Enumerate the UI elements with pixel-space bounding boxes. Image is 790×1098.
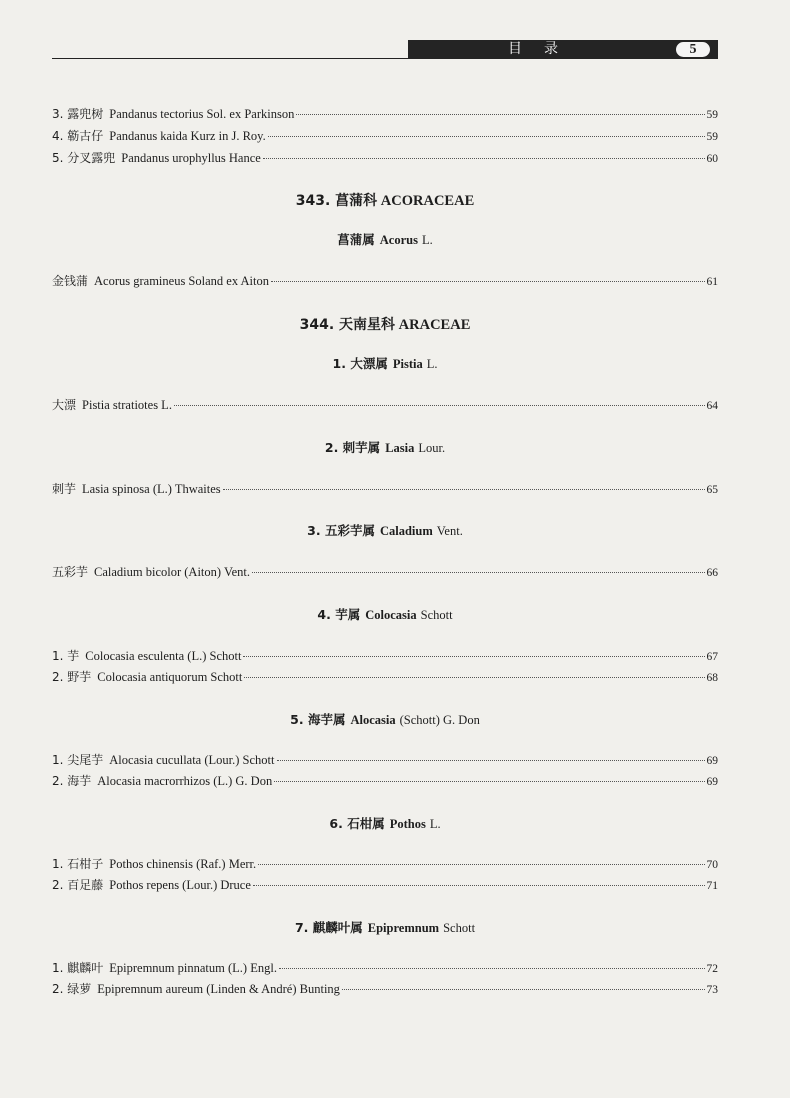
genus-chinese-name: 7. 麒麟叶属 <box>294 920 363 935</box>
entry-page-number: 73 <box>706 984 718 996</box>
genus-latin-name: Alocasia <box>350 713 396 727</box>
toc-entry <box>52 959 718 977</box>
genus-chinese-name: 5. 海芋属 <box>290 712 346 727</box>
dot-leader <box>277 760 705 761</box>
genus-chinese-name: 1. 大漂属 <box>332 356 388 371</box>
family-latin-name: ARACEAE <box>398 317 471 333</box>
entry-scientific-name: Colocasia antiquorum Schott <box>97 670 243 684</box>
toc-entry <box>52 668 718 686</box>
entry-chinese-name: 刺芋 <box>52 482 77 496</box>
entry-chinese-name: 2. 百足藤 <box>52 878 104 892</box>
entry-scientific-name: Alocasia cucullata (Lour.) Schott <box>109 753 275 767</box>
entry-page-number: 60 <box>706 153 718 165</box>
genus-chinese-name: 3. 五彩芋属 <box>307 523 375 538</box>
genus-chinese-name: 2. 刺芋属 <box>324 440 381 455</box>
entry-chinese-name: 4. 簕古仔 <box>52 129 104 143</box>
entry-page-number: 59 <box>706 109 718 121</box>
toc-entry <box>52 563 718 581</box>
genus-author: L. <box>421 233 433 247</box>
entry-page-number: 59 <box>706 131 718 143</box>
entry-chinese-name: 2. 绿萝 <box>52 982 92 996</box>
toc-entry <box>52 751 718 769</box>
family-chinese-name: 343. 菖蒲科 <box>295 193 378 209</box>
family-heading <box>52 314 718 334</box>
family-latin-name: ACORACEAE <box>380 193 475 209</box>
entry-scientific-name: Pothos repens (Lour.) Druce <box>109 878 251 892</box>
entry-page-number: 68 <box>706 672 718 684</box>
toc-entry <box>52 980 718 998</box>
genus-latin-name: Colocasia <box>365 608 417 622</box>
genus-latin-name: Epipremnum <box>367 921 440 935</box>
genus-author: Schott <box>443 921 476 935</box>
entry-scientific-name: Caladium bicolor (Aiton) Vent. <box>94 565 251 579</box>
genus-heading <box>52 521 718 539</box>
dot-leader <box>279 968 705 969</box>
family-chinese-name: 344. 天南星科 <box>299 317 396 333</box>
genus-heading <box>52 814 718 832</box>
family-heading <box>52 190 718 210</box>
genus-latin-name: Pothos <box>389 817 426 831</box>
dot-leader <box>271 281 705 282</box>
entry-page-number: 65 <box>706 484 718 496</box>
entry-scientific-name: Pistia stratiotes L. <box>82 398 172 412</box>
entry-chinese-name: 2. 海芋 <box>52 774 92 788</box>
dot-leader <box>252 572 704 573</box>
genus-chinese-name: 6. 石柑属 <box>329 816 385 831</box>
genus-heading <box>52 354 718 372</box>
genus-author: Schott <box>420 608 453 622</box>
genus-heading <box>52 230 718 248</box>
genus-latin-name: Caladium <box>379 524 433 538</box>
dot-leader <box>296 114 704 115</box>
toc-entry <box>52 480 718 498</box>
entry-page-number: 69 <box>706 776 718 788</box>
header-title: 目录 <box>508 41 580 57</box>
genus-latin-name: Lasia <box>385 441 415 455</box>
entry-chinese-name: 1. 石柑子 <box>52 857 104 871</box>
genus-chinese-name: 菖蒲属 <box>337 232 375 247</box>
genus-author: Lour. <box>418 441 446 455</box>
entry-scientific-name: Pandanus urophyllus Hance <box>121 151 261 165</box>
entry-scientific-name: Pothos chinensis (Raf.) Merr. <box>109 857 257 871</box>
entry-page-number: 72 <box>706 963 718 975</box>
entry-page-number: 67 <box>706 651 718 663</box>
dot-leader <box>243 656 704 657</box>
entry-scientific-name: Epipremnum pinnatum (L.) Engl. <box>109 961 277 975</box>
entry-scientific-name: Alocasia macrorrhizos (L.) G. Don <box>97 774 273 788</box>
dot-leader <box>253 885 705 886</box>
entry-chinese-name: 大漂 <box>52 398 77 412</box>
genus-heading <box>52 918 718 936</box>
dot-leader <box>263 158 705 159</box>
toc-entry <box>52 855 718 873</box>
entry-chinese-name: 金钱蒲 <box>52 274 89 288</box>
genus-author: L. <box>426 357 438 371</box>
genus-author: L. <box>429 817 441 831</box>
genus-heading <box>52 605 718 623</box>
genus-author: Vent. <box>436 524 463 538</box>
entry-scientific-name: Acorus gramineus Soland ex Aiton <box>94 274 269 288</box>
entry-page-number: 61 <box>706 276 718 288</box>
entry-chinese-name: 1. 麒麟叶 <box>52 961 104 975</box>
entry-chinese-name: 五彩芋 <box>52 565 89 579</box>
entry-chinese-name: 5. 分叉露兜 <box>52 151 116 165</box>
entry-scientific-name: Colocasia esculenta (L.) Schott <box>85 649 242 663</box>
toc-entry <box>52 772 718 790</box>
entry-page-number: 71 <box>706 880 718 892</box>
dot-leader <box>258 864 704 865</box>
dot-leader <box>174 405 705 406</box>
entry-scientific-name: Epipremnum aureum (Linden & André) Bunting <box>97 982 340 996</box>
toc-entry <box>52 149 718 167</box>
page-number: 5 <box>676 42 710 57</box>
entry-chinese-name: 1. 芋 <box>52 649 80 663</box>
toc-entry <box>52 876 718 894</box>
entry-page-number: 64 <box>706 400 718 412</box>
entry-scientific-name: Lasia spinosa (L.) Thwaites <box>82 482 221 496</box>
header-bar <box>408 40 718 59</box>
dot-leader <box>244 677 704 678</box>
genus-latin-name: Pistia <box>392 357 423 371</box>
entry-page-number: 70 <box>706 859 718 871</box>
entry-page-number: 69 <box>706 755 718 767</box>
toc-entry <box>52 272 718 290</box>
entry-chinese-name: 1. 尖尾芋 <box>52 753 104 767</box>
toc-entry <box>52 647 718 665</box>
genus-author: (Schott) G. Don <box>399 713 480 727</box>
toc-entry <box>52 105 718 123</box>
genus-heading <box>52 438 718 456</box>
entry-scientific-name: Pandanus kaida Kurz in J. Roy. <box>109 129 266 143</box>
dot-leader <box>223 489 705 490</box>
entry-chinese-name: 2. 野芋 <box>52 670 92 684</box>
genus-latin-name: Acorus <box>379 233 418 247</box>
dot-leader <box>342 989 705 990</box>
genus-chinese-name: 4. 芋属 <box>317 607 361 622</box>
dot-leader <box>268 136 705 137</box>
toc-entry <box>52 396 718 414</box>
toc-entry <box>52 127 718 145</box>
entry-chinese-name: 3. 露兜树 <box>52 107 104 121</box>
entry-page-number: 66 <box>706 567 718 579</box>
genus-heading <box>52 710 718 728</box>
entry-scientific-name: Pandanus tectorius Sol. ex Parkinson <box>109 107 295 121</box>
dot-leader <box>274 781 704 782</box>
